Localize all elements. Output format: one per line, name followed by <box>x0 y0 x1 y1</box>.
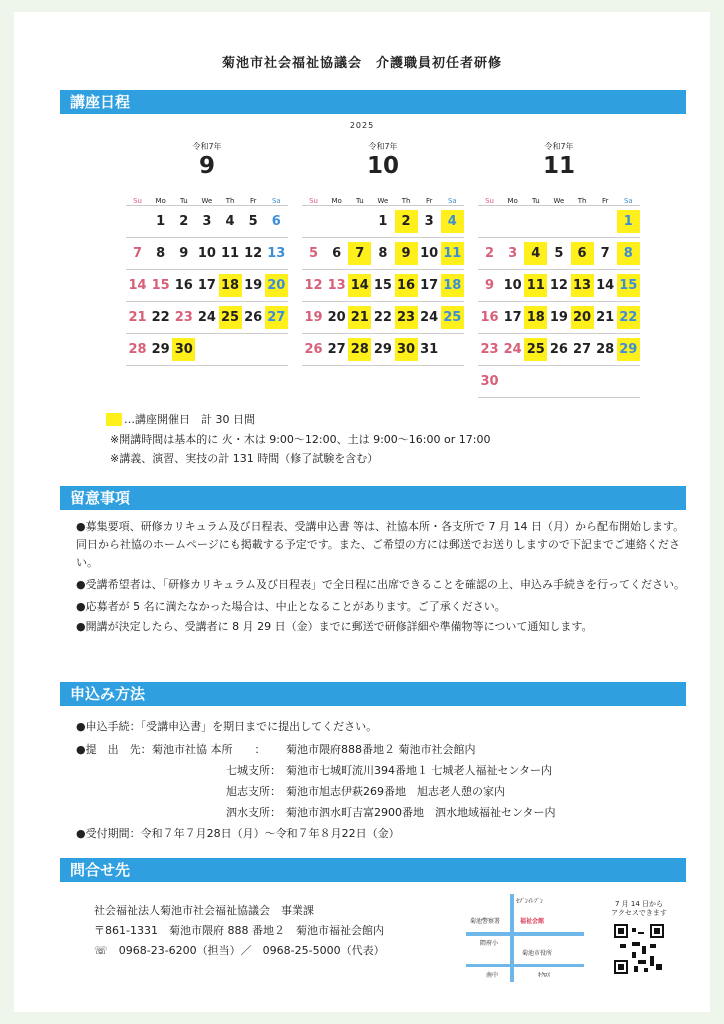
apply-dest-label: ●提 出 先： <box>76 743 152 756</box>
office-name: 泗水支所： <box>226 806 281 819</box>
map-label: 隈府小 <box>480 940 499 947</box>
section-notes-header: 留意事項 <box>60 486 686 510</box>
calendar-day: 30 <box>480 374 499 389</box>
page-title: 菊池市社会福祉協議会 介護職員初任者研修 <box>221 56 502 71</box>
office-name: 菊池市社協 本所 ： <box>152 743 266 756</box>
calendar-day: 24 <box>503 342 522 357</box>
calendar-day: 26 <box>304 342 323 357</box>
weekday-label: Sa <box>271 197 281 205</box>
calendar-day: 24 <box>420 310 439 325</box>
weekday-label: Tu <box>531 197 540 205</box>
map-label: ｾﾌﾞﾝｲﾚﾌﾞﾝ <box>516 898 544 905</box>
calendar-day <box>524 210 547 233</box>
calendar-day <box>348 210 371 233</box>
calendar-day <box>501 210 524 233</box>
calendar-day <box>195 338 218 361</box>
calendar-week <box>478 334 640 366</box>
office-address: 菊池市隈府888番地２ 菊池市社会館内 <box>286 743 476 756</box>
weekday-label: We <box>201 197 213 205</box>
contact-phone: ☏ 0968-23-6200（担当）／ 0968-25-5000（代表） <box>94 944 385 957</box>
calendar-day: 11 <box>221 246 240 261</box>
calendar-day: 27 <box>327 342 346 357</box>
calendar-week <box>302 334 464 366</box>
calendar-day: 5 <box>309 246 319 261</box>
calendar-day <box>594 370 617 393</box>
calendar-week <box>478 270 640 302</box>
calendar-week <box>302 270 464 302</box>
calendar-day: 21 <box>348 306 371 329</box>
contact-org: 社会福祉法人菊池市社会福祉協議会 事業課 <box>94 904 314 917</box>
calendar-era: 令和7年 <box>368 142 398 151</box>
calendar-week <box>478 238 640 270</box>
map-label: 菊池警察署 <box>470 918 501 925</box>
calendar-day: 6 <box>571 242 594 265</box>
calendar-day: 2 <box>395 210 418 233</box>
calendar-day: 15 <box>151 278 170 293</box>
calendar-day: 25 <box>524 338 547 361</box>
apply-procedure: ●申込手続：「受講申込書」を期日までに提出してください。 <box>76 720 378 733</box>
qr-caption: 7 月 14 日から アクセスできます <box>611 900 667 917</box>
weekday-label: Th <box>401 197 411 205</box>
calendar-day: 3 <box>424 214 434 229</box>
calendar-month-number: 9 <box>198 153 215 179</box>
calendar-day: 1 <box>378 214 388 229</box>
calendar-day <box>524 370 547 393</box>
weekday-label: Th <box>577 197 587 205</box>
calendar-day: 20 <box>571 306 594 329</box>
weekday-label: Fr <box>601 197 609 205</box>
section-schedule-header: 講座日程 <box>60 90 686 114</box>
calendar-day: 30 <box>395 338 418 361</box>
calendar-day <box>547 210 570 233</box>
calendar-month <box>126 141 288 366</box>
calendar-day: 18 <box>219 274 242 297</box>
calendar-day: 3 <box>508 246 518 261</box>
calendar-day: 12 <box>549 278 568 293</box>
calendar-day: 7 <box>348 242 371 265</box>
page <box>14 12 710 1012</box>
calendar-day: 13 <box>267 246 286 261</box>
caution-item: ●開講が決定したら、受講者に 8 月 29 日（金）までに郵送で研修詳細や準備物等について通知します。 <box>76 620 593 633</box>
map-label: 南中 <box>486 972 499 979</box>
calendar-day: 14 <box>596 278 615 293</box>
calendar-day: 29 <box>151 342 170 357</box>
calendar-day: 22 <box>617 306 640 329</box>
calendar-week <box>126 238 288 270</box>
calendar-month-number: 10 <box>366 153 399 179</box>
weekday-label: We <box>553 197 565 205</box>
calendar-year: 2025 <box>349 121 375 130</box>
caution-item: ●募集要項、研修カリキュラム及び日程表、受講申込書 等は、社協本所・各支所で 7 月 14 日（月）から配布開始します。 同日から社協のホームページにも掲載する予定です。また、ご希望の方には郵送でお送りしますので下記までご連絡ください。 <box>76 520 685 569</box>
calendar-day: 1 <box>617 210 640 233</box>
calendar-day: 18 <box>524 306 547 329</box>
calendar-day: 2 <box>179 214 189 229</box>
total-hours-note: ※講義、演習、実技の計 131 時間（修了試験を含む） <box>110 452 379 465</box>
calendar-day: 12 <box>304 278 323 293</box>
calendar-day <box>594 210 617 233</box>
legend-text: …講座開催日 計 30 日間 <box>124 413 255 426</box>
calendar-day: 20 <box>327 310 346 325</box>
calendar-day <box>441 338 464 361</box>
calendar-day <box>571 210 594 233</box>
weekday-label: Mo <box>155 197 166 205</box>
cautions-list <box>76 518 686 636</box>
calendar-day: 29 <box>373 342 392 357</box>
calendar-day: 16 <box>480 310 499 325</box>
calendar-day: 7 <box>600 246 610 261</box>
calendar-day <box>242 338 265 361</box>
calendar-day <box>478 210 501 233</box>
calendar-day: 4 <box>225 214 235 229</box>
weekday-label: Mo <box>507 197 518 205</box>
calendar-day: 15 <box>373 278 392 293</box>
office-address: 菊池市泗水町吉富2900番地 泗水地域福祉センター内 <box>286 806 556 819</box>
qr-code[interactable] <box>614 924 664 974</box>
calendar-day <box>302 210 325 233</box>
calendar-day: 23 <box>480 342 499 357</box>
weekday-label: Su <box>309 197 318 205</box>
calendar-day <box>617 370 640 393</box>
calendar-week <box>126 270 288 302</box>
calendar-day: 9 <box>395 242 418 265</box>
calendar-day: 25 <box>441 306 464 329</box>
map-label: ｷｸﾛｽ <box>538 972 551 979</box>
calendar-week <box>478 206 640 238</box>
calendar-day: 1 <box>156 214 166 229</box>
calendar-day: 14 <box>128 278 147 293</box>
calendar-day: 8 <box>617 242 640 265</box>
weekday-label: Mo <box>331 197 342 205</box>
calendar-day: 19 <box>244 278 263 293</box>
hours-note: ※開講時間は基本的に 火・木は 9:00～12:00、土は 9:00～16:00 or 17:00 <box>110 433 491 446</box>
calendar-week <box>126 206 288 238</box>
contact-address: 〒861-1331 菊池市隈府 888 番地２ 菊池市福祉会館内 <box>94 924 384 937</box>
calendar-day: 28 <box>596 342 615 357</box>
calendar-week <box>302 238 464 270</box>
calendar-day <box>219 338 242 361</box>
calendar-day: 10 <box>197 246 216 261</box>
calendar-day: 30 <box>172 338 195 361</box>
calendar-day: 21 <box>596 310 615 325</box>
calendar-day <box>126 210 149 233</box>
calendar-day: 27 <box>573 342 592 357</box>
calendar-day: 6 <box>332 246 342 261</box>
calendar-day: 27 <box>265 306 288 329</box>
calendar-week <box>126 334 288 366</box>
calendar-day: 24 <box>197 310 216 325</box>
map-label: 菊池市役所 <box>522 950 553 957</box>
calendar-day: 29 <box>617 338 640 361</box>
calendar-day: 18 <box>441 274 464 297</box>
caution-item: ●受講希望者は、「研修カリキュラム及び日程表」で全日程に出席できることを確認の上、申込み手続きを行ってください。 <box>76 578 685 591</box>
apply-period: ●受付期間：令和７年７月28日（月）～令和７年８月22日（金） <box>76 827 400 840</box>
weekday-label: We <box>377 197 389 205</box>
calendar-day: 2 <box>485 246 495 261</box>
calendar-week <box>302 206 464 238</box>
calendar-day: 3 <box>202 214 212 229</box>
weekday-label: Sa <box>623 197 633 205</box>
calendar-week <box>126 302 288 334</box>
calendar-month <box>302 141 464 366</box>
calendar-day: 9 <box>179 246 189 261</box>
calendar-era: 令和7年 <box>192 142 222 151</box>
weekday-header <box>126 187 288 205</box>
calendar-day <box>501 370 524 393</box>
calendar-day: 28 <box>128 342 147 357</box>
calendar-day: 17 <box>197 278 216 293</box>
calendar-day: 10 <box>503 278 522 293</box>
calendar-day: 11 <box>524 274 547 297</box>
calendar-day <box>325 210 348 233</box>
section-contact-header: 問合せ先 <box>60 858 686 882</box>
calendar-day: 6 <box>271 214 281 229</box>
calendar-day: 10 <box>420 246 439 261</box>
access-map <box>466 894 584 982</box>
weekday-label: Su <box>133 197 142 205</box>
calendar-day: 4 <box>524 242 547 265</box>
calendar-day: 20 <box>265 274 288 297</box>
weekday-label: Fr <box>249 197 257 205</box>
calendar-day: 14 <box>348 274 371 297</box>
calendar-day: 5 <box>554 246 564 261</box>
map-label-target: 福祉会館 <box>520 918 545 925</box>
section-apply-header: 申込み方法 <box>60 682 686 706</box>
calendar-month <box>478 141 640 398</box>
calendar-day: 8 <box>156 246 166 261</box>
calendar-day: 9 <box>485 278 495 293</box>
calendar-day: 31 <box>420 342 439 357</box>
weekday-header <box>478 187 640 205</box>
office-address: 菊池市七城町流川394番地１ 七城老人福祉センター内 <box>286 764 553 777</box>
calendar-day: 22 <box>373 310 392 325</box>
calendar-day: 5 <box>248 214 258 229</box>
calendar-day: 11 <box>441 242 464 265</box>
office-name: 旭志支所： <box>226 785 281 798</box>
calendar-day: 16 <box>174 278 193 293</box>
weekday-label: Th <box>225 197 235 205</box>
calendar-day: 12 <box>244 246 263 261</box>
weekday-label: Fr <box>425 197 433 205</box>
calendar-week <box>478 302 640 334</box>
calendar-day: 21 <box>128 310 147 325</box>
weekday-label: Sa <box>447 197 457 205</box>
calendar-day <box>265 338 288 361</box>
calendar-day: 8 <box>378 246 388 261</box>
calendar-day: 19 <box>549 310 568 325</box>
calendar-day: 26 <box>244 310 263 325</box>
office-name: 七城支所： <box>226 764 281 777</box>
calendar-day: 22 <box>151 310 170 325</box>
calendar-month-number: 11 <box>542 153 575 179</box>
weekday-label: Tu <box>355 197 364 205</box>
calendar-week <box>302 302 464 334</box>
calendar-day: 17 <box>420 278 439 293</box>
calendar-day: 16 <box>395 274 418 297</box>
calendar-day: 19 <box>304 310 323 325</box>
calendar-day: 17 <box>503 310 522 325</box>
calendar-day: 15 <box>617 274 640 297</box>
calendar-week <box>478 366 640 398</box>
calendar-day: 13 <box>571 274 594 297</box>
weekday-label: Tu <box>179 197 188 205</box>
calendar-day: 13 <box>327 278 346 293</box>
calendar-day: 26 <box>549 342 568 357</box>
calendar-day <box>571 370 594 393</box>
calendar-day: 7 <box>133 246 143 261</box>
calendar-day: 4 <box>441 210 464 233</box>
caution-item: ●応募者が 5 名に満たなかった場合は、中止となることがあります。ご了承ください。 <box>76 600 506 613</box>
calendar-day: 25 <box>219 306 242 329</box>
office-address: 菊池市旭志伊萩269番地 旭志老人憩の家内 <box>286 785 505 798</box>
weekday-header <box>302 187 464 205</box>
calendar-day <box>547 370 570 393</box>
calendar-day: 23 <box>174 310 193 325</box>
highlight-legend-swatch <box>106 413 122 426</box>
weekday-label: Su <box>485 197 494 205</box>
calendar-day: 28 <box>348 338 371 361</box>
calendar-day: 23 <box>395 306 418 329</box>
calendar-era: 令和7年 <box>544 142 574 151</box>
